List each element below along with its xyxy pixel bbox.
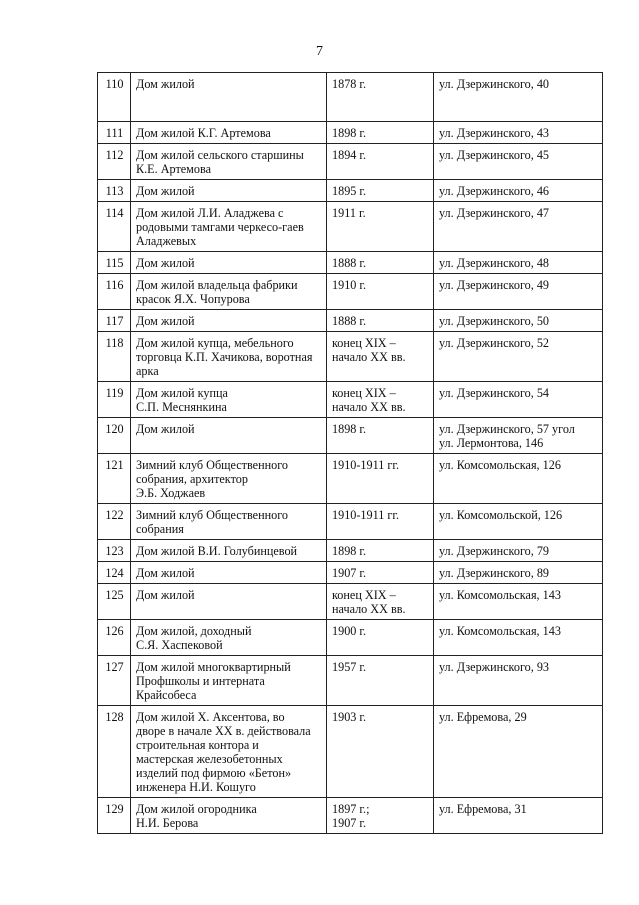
- construction-date: 1903 г.: [327, 706, 434, 798]
- object-address: ул. Ефремова, 31: [434, 798, 603, 834]
- object-address: ул. Ефремова, 29: [434, 706, 603, 798]
- object-name: Дом жилой купца, мебельного торговца К.П. Хачикова, воротная арка: [131, 332, 327, 382]
- object-address: ул. Комсомольская, 126: [434, 454, 603, 504]
- table-row: [98, 620, 603, 656]
- object-address: ул. Дзержинского, 54: [434, 382, 603, 418]
- object-address: ул. Комсомольской, 126: [434, 504, 603, 540]
- construction-date: 1897 г.; 1907 г.: [327, 798, 434, 834]
- row-number: 126: [98, 620, 131, 656]
- object-name: Дом жилой: [131, 252, 327, 274]
- object-name: Зимний клуб Общественного собрания: [131, 504, 327, 540]
- construction-date: 1910-1911 гг.: [327, 504, 434, 540]
- construction-date: 1898 г.: [327, 540, 434, 562]
- construction-date: 1957 г.: [327, 656, 434, 706]
- object-name: Дом жилой: [131, 310, 327, 332]
- row-number: 121: [98, 454, 131, 504]
- object-address: ул. Дзержинского, 93: [434, 656, 603, 706]
- construction-date: конец XIX – начало XX вв.: [327, 382, 434, 418]
- table-row: [98, 454, 603, 504]
- object-name: Дом жилой многоквартирный Профшколы и интерната Крайсобеса: [131, 656, 327, 706]
- table-row: [98, 252, 603, 274]
- table-row: [98, 332, 603, 382]
- table-row: [98, 418, 603, 454]
- object-name: Дом жилой владельца фабрики красок Я.Х. Чопурова: [131, 274, 327, 310]
- construction-date: 1900 г.: [327, 620, 434, 656]
- row-number: 125: [98, 584, 131, 620]
- object-address: ул. Дзержинского, 47: [434, 202, 603, 252]
- row-number: 120: [98, 418, 131, 454]
- construction-date: конец XIX – начало XX вв.: [327, 584, 434, 620]
- construction-date: 1910-1911 гг.: [327, 454, 434, 504]
- object-address: ул. Дзержинского, 52: [434, 332, 603, 382]
- object-address: ул. Дзержинского, 49: [434, 274, 603, 310]
- table-row: [98, 584, 603, 620]
- construction-date: 1898 г.: [327, 122, 434, 144]
- table-row: [98, 504, 603, 540]
- row-number: 127: [98, 656, 131, 706]
- row-number: 113: [98, 180, 131, 202]
- construction-date: 1894 г.: [327, 144, 434, 180]
- table-row: [98, 798, 603, 834]
- object-address: ул. Комсомольская, 143: [434, 620, 603, 656]
- object-address: ул. Комсомольская, 143: [434, 584, 603, 620]
- row-number: 117: [98, 310, 131, 332]
- row-number: 119: [98, 382, 131, 418]
- row-number: 123: [98, 540, 131, 562]
- row-number: 122: [98, 504, 131, 540]
- construction-date: 1895 г.: [327, 180, 434, 202]
- construction-date: конец XIX – начало XX вв.: [327, 332, 434, 382]
- table-row: [98, 144, 603, 180]
- object-name: Дом жилой, доходный С.Я. Хаспековой: [131, 620, 327, 656]
- table-row: [98, 274, 603, 310]
- object-name: Дом жилой: [131, 562, 327, 584]
- table-row: [98, 310, 603, 332]
- row-number: 118: [98, 332, 131, 382]
- table-row: [98, 180, 603, 202]
- row-number: 124: [98, 562, 131, 584]
- object-address: ул. Дзержинского, 48: [434, 252, 603, 274]
- object-address: ул. Дзержинского, 89: [434, 562, 603, 584]
- row-number: 115: [98, 252, 131, 274]
- table-row: [98, 562, 603, 584]
- table-row: [98, 73, 603, 122]
- page-number: 7: [316, 44, 323, 59]
- object-address: ул. Дзержинского, 45: [434, 144, 603, 180]
- construction-date: 1878 г.: [327, 73, 434, 122]
- object-address: ул. Дзержинского, 46: [434, 180, 603, 202]
- table-row: [98, 202, 603, 252]
- object-name: Дом жилой: [131, 418, 327, 454]
- row-number: 116: [98, 274, 131, 310]
- object-address: ул. Дзержинского, 79: [434, 540, 603, 562]
- object-name: Дом жилой К.Г. Артемова: [131, 122, 327, 144]
- construction-date: 1888 г.: [327, 252, 434, 274]
- construction-date: 1898 г.: [327, 418, 434, 454]
- object-address: ул. Дзержинского, 43: [434, 122, 603, 144]
- row-number: 111: [98, 122, 131, 144]
- construction-date: 1888 г.: [327, 310, 434, 332]
- construction-date: 1910 г.: [327, 274, 434, 310]
- object-name: Дом жилой Л.И. Аладжева с родовыми тамгами черкесо-гаев Аладжевых: [131, 202, 327, 252]
- table-row: [98, 656, 603, 706]
- object-name: Дом жилой: [131, 180, 327, 202]
- object-name: Дом жилой В.И. Голубинцевой: [131, 540, 327, 562]
- object-name: Дом жилой огородника Н.И. Берова: [131, 798, 327, 834]
- table-row: [98, 540, 603, 562]
- construction-date: 1907 г.: [327, 562, 434, 584]
- construction-date: 1911 г.: [327, 202, 434, 252]
- object-name: Дом жилой: [131, 584, 327, 620]
- row-number: 114: [98, 202, 131, 252]
- heritage-table: [97, 72, 603, 834]
- row-number: 110: [98, 73, 131, 122]
- object-name: Зимний клуб Общественного собрания, архитектор Э.Б. Ходжаев: [131, 454, 327, 504]
- object-address: ул. Дзержинского, 50: [434, 310, 603, 332]
- table-row: [98, 122, 603, 144]
- object-name: Дом жилой сельского старшины К.Е. Артемова: [131, 144, 327, 180]
- object-address: ул. Дзержинского, 40: [434, 73, 603, 122]
- object-name: Дом жилой Х. Аксентова, во дворе в начале XX в. действовала строительная контора и мастерская железобетонных изделий под фирмою «Бетон» инженера Н.И. Кошуго: [131, 706, 327, 798]
- row-number: 128: [98, 706, 131, 798]
- object-address: ул. Дзержинского, 57 угол ул. Лермонтова, 146: [434, 418, 603, 454]
- object-name: Дом жилой купца С.П. Меснянкина: [131, 382, 327, 418]
- row-number: 129: [98, 798, 131, 834]
- table-row: [98, 382, 603, 418]
- row-number: 112: [98, 144, 131, 180]
- table-row: [98, 706, 603, 798]
- object-name: Дом жилой: [131, 73, 327, 122]
